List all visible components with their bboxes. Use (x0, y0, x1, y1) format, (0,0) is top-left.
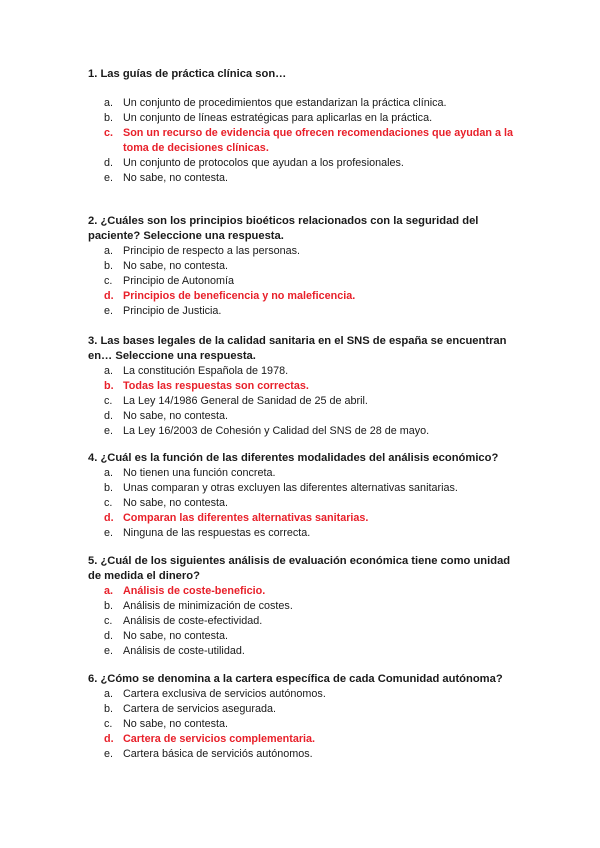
question-2 (88, 214, 513, 319)
option-list (88, 584, 513, 659)
option-text: Un conjunto de protocolos que ayudan a los profesionales. (123, 157, 404, 169)
option-c (88, 394, 513, 409)
option-text: La Ley 14/1986 General de Sanidad de 25 de abril. (123, 395, 368, 407)
option-text: Cartera exclusiva de servicios autónomos. (123, 688, 326, 700)
option-c-correct (88, 126, 513, 156)
option-a (88, 687, 513, 702)
option-letter: b. (104, 482, 114, 494)
option-text: Principio de Justicia. (123, 305, 222, 317)
option-letter: a. (104, 365, 114, 377)
option-text: No sabe, no contesta. (123, 172, 229, 184)
option-letter: c. (104, 718, 113, 730)
option-letter: d. (104, 410, 114, 422)
option-d-correct (88, 511, 513, 526)
option-d-correct (88, 289, 513, 304)
option-a (88, 364, 513, 379)
option-text: No tienen una función concreta. (123, 467, 276, 479)
option-letter: b. (104, 703, 114, 715)
option-d-correct (88, 732, 513, 747)
option-letter: b. (104, 260, 114, 272)
question-title: 1. Las guías de práctica clínica son… (88, 68, 287, 80)
option-letter: d. (104, 157, 114, 169)
option-text: Ninguna de las respuestas es correcta. (123, 527, 311, 539)
option-text: Cartera de servicios complementaria. (123, 733, 316, 745)
question-title: 6. ¿Cómo se denomina a la cartera específica de cada Comunidad autónoma? (88, 673, 503, 685)
option-c (88, 614, 513, 629)
option-letter: e. (104, 645, 114, 657)
option-b (88, 702, 513, 717)
option-letter: e. (104, 748, 114, 760)
option-c (88, 274, 513, 289)
option-list (88, 244, 513, 319)
option-c (88, 496, 513, 511)
option-text: La constitución Española de 1978. (123, 365, 289, 377)
option-e (88, 526, 513, 541)
option-text: Unas comparan y otras excluyen las diferentes alternativas sanitarias. (123, 482, 458, 494)
option-list (88, 687, 513, 762)
option-text: Principio de Autonomía (123, 275, 235, 287)
option-text: La Ley 16/2003 de Cohesión y Calidad del SNS de 28 de mayo. (123, 425, 430, 437)
option-b-correct (88, 379, 513, 394)
option-text: Principio de respecto a las personas. (123, 245, 301, 257)
option-letter: d. (104, 290, 114, 302)
option-letter: a. (104, 467, 114, 479)
question-title: 4. ¿Cuál es la función de las diferentes modalidades del análisis económico? (88, 452, 499, 464)
option-text: No sabe, no contesta. (123, 718, 229, 730)
option-letter: e. (104, 425, 114, 437)
option-text: Análisis de coste-efectividad. (123, 615, 263, 627)
option-text: No sabe, no contesta. (123, 260, 229, 272)
option-d (88, 629, 513, 644)
option-a (88, 466, 513, 481)
option-e (88, 644, 513, 659)
option-letter: c. (104, 275, 113, 287)
option-letter: b. (104, 112, 114, 124)
option-e (88, 304, 513, 319)
option-text: Análisis de coste-beneficio. (123, 585, 266, 597)
option-b (88, 111, 513, 126)
option-list (88, 466, 513, 541)
question-5 (88, 554, 513, 659)
option-letter: c. (104, 127, 114, 139)
option-text: No sabe, no contesta. (123, 630, 229, 642)
option-text: Un conjunto de procedimientos que estandarizan la práctica clínica. (123, 97, 447, 109)
option-e (88, 171, 513, 186)
option-text: No sabe, no contesta. (123, 410, 229, 422)
option-letter: c. (104, 395, 113, 407)
question-title: 2. ¿Cuáles son los principios bioéticos relacionados con la seguridad del paciente? Seleccione una respuesta. (88, 215, 479, 242)
question-title: 3. Las bases legales de la calidad sanitaria en el SNS de españa se encuentran en… Seleccione una respuesta. (88, 335, 507, 362)
option-letter: a. (104, 245, 114, 257)
option-letter: d. (104, 733, 114, 745)
option-letter: a. (104, 585, 114, 597)
option-d (88, 409, 513, 424)
option-text: Cartera de servicios asegurada. (123, 703, 277, 715)
option-a (88, 96, 513, 111)
option-letter: b. (104, 380, 114, 392)
option-e (88, 424, 513, 439)
option-a (88, 244, 513, 259)
option-text: Análisis de coste-utilidad. (123, 645, 245, 657)
option-letter: e. (104, 527, 114, 539)
option-list (88, 96, 513, 186)
question-title: 5. ¿Cuál de los siguientes análisis de evaluación económica tiene como unidad de medida el dinero? (88, 555, 511, 582)
question-4 (88, 451, 513, 541)
option-text: Son un recurso de evidencia que ofrecen recomendaciones que ayudan a la toma de decisiones clínicas. (123, 127, 514, 154)
option-letter: b. (104, 600, 114, 612)
option-letter: a. (104, 688, 114, 700)
question-1 (88, 67, 513, 186)
option-text: Un conjunto de líneas estratégicas para aplicarlas en la práctica. (123, 112, 433, 124)
option-letter: c. (104, 497, 113, 509)
option-letter: d. (104, 630, 114, 642)
option-b (88, 259, 513, 274)
option-text: Todas las respuestas son correctas. (123, 380, 309, 392)
option-text: Comparan las diferentes alternativas sanitarias. (123, 512, 369, 524)
option-letter: e. (104, 305, 114, 317)
option-text: Principios de beneficencia y no maleficencia. (123, 290, 356, 302)
option-e (88, 747, 513, 762)
option-b (88, 599, 513, 614)
option-letter: e. (104, 172, 114, 184)
question-3 (88, 334, 513, 439)
option-d (88, 156, 513, 171)
option-list (88, 364, 513, 439)
option-c (88, 717, 513, 732)
option-b (88, 481, 513, 496)
option-letter: c. (104, 615, 113, 627)
question-6 (88, 672, 513, 762)
option-text: No sabe, no contesta. (123, 497, 229, 509)
option-letter: a. (104, 97, 114, 109)
option-text: Análisis de minimización de costes. (123, 600, 293, 612)
option-text: Cartera básica de serviciós autónomos. (123, 748, 313, 760)
option-a-correct (88, 584, 513, 599)
option-letter: d. (104, 512, 114, 524)
